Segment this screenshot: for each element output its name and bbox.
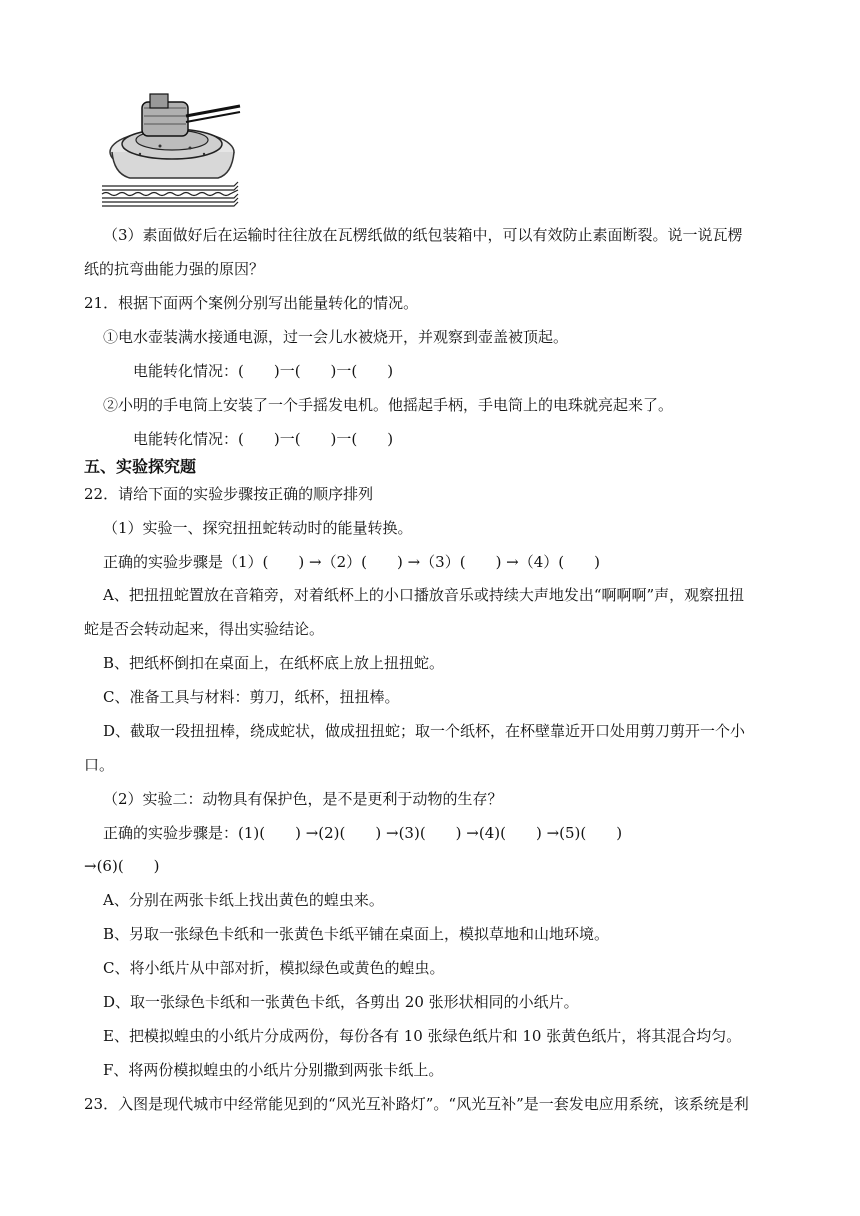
q22-exp2-step-f: F、将两份模拟蝗虫的小纸片分别撒到两张卡纸上。 [103,1061,444,1079]
q22-exp1-title: （1）实验一、探究扭扭蛇转动时的能量转换。 [103,519,413,537]
q22-exp2-step-c: C、将小纸片从中部对折，模拟绿色或黄色的蝗虫。 [103,959,445,977]
q22-exp2-order-cont: →(6)( ) [84,857,160,875]
q21-case1: ①电水壶装满水接通电源，过一会儿水被烧开，并观察到壶盖被顶起。 [103,328,569,346]
q22-exp1-order: 正确的实验步骤是（1）( ) →（2）( ) →（3）( ) →（4）( ) [103,553,601,571]
q22-exp1-step-d-cont: 口。 [84,756,115,774]
section-heading: 五、实验探究题 [84,457,197,476]
q21-answer2: 电能转化情况：( )一( )一( ) [133,430,394,448]
q22-exp1-step-c: C、准备工具与材料：剪刀，纸杯，扭扭棒。 [103,688,400,706]
q21-answer1: 电能转化情况：( )一( )一( ) [133,362,394,380]
q22-exp2-step-a: A、分别在两张卡纸上找出黄色的蝗虫来。 [103,891,384,909]
q21-title: 21．根据下面两个案例分别写出能量转化的情况。 [84,294,419,312]
q22-exp1-step-a-cont: 蛇是否会转动起来，得出实验结论。 [84,620,325,638]
q20-part3-line1: （3）素面做好后在运输时往往放在瓦楞纸做的纸包装箱中，可以有效防止素面断裂。说一说瓦楞 [103,226,743,244]
q22-exp2-title: （2）实验二：动物具有保护色，是不是更利于动物的生存？ [103,790,503,808]
q22-exp1-step-a: A、把扭扭蛇置放在音箱旁，对着纸杯上的小口播放音乐或持续大声地发出“啊啊啊”声，观察扭扭 [103,586,745,604]
q23-line1: 23．入图是现代城市中经常能见到的“风光互补路灯”。“风光互补”是一套发电应用系统，该系统是利 [84,1095,749,1113]
q20-part3-line2: 纸的抗弯曲能力强的原因？ [84,260,265,278]
q22-exp2-step-b: B、另取一张绿色卡纸和一张黄色卡纸平铺在桌面上，模拟草地和山地环境。 [103,925,610,943]
q22-exp1-step-d: D、截取一段扭扭棒，绕成蛇状，做成扭扭蛇；取一个纸杯，在杯壁靠近开口处用剪刀剪开一个小 [103,722,746,740]
q22-title: 22．请给下面的实验步骤按正确的顺序排列 [84,485,374,503]
q22-exp1-step-b: B、把纸杯倒扣在桌面上，在纸杯底上放上扭扭蛇。 [103,654,445,672]
stone-mill-illustration [100,82,248,214]
q22-exp2-step-d: D、取一张绿色卡纸和一张黄色卡纸，各剪出 20 张形状相同的小纸片。 [103,993,579,1011]
q22-exp2-order: 正确的实验步骤是：(1)( ) →(2)( ) →(3)( ) →(4)( ) →(5)( ) [103,824,623,842]
q22-exp2-step-e: E、把模拟蝗虫的小纸片分成两份，每份各有 10 张绿色纸片和 10 张黄色纸片，将其混合均匀。 [103,1027,742,1045]
q21-case2: ②小明的手电筒上安装了一个手摇发电机。他摇起手柄，手电筒上的电珠就亮起来了。 [103,396,674,414]
